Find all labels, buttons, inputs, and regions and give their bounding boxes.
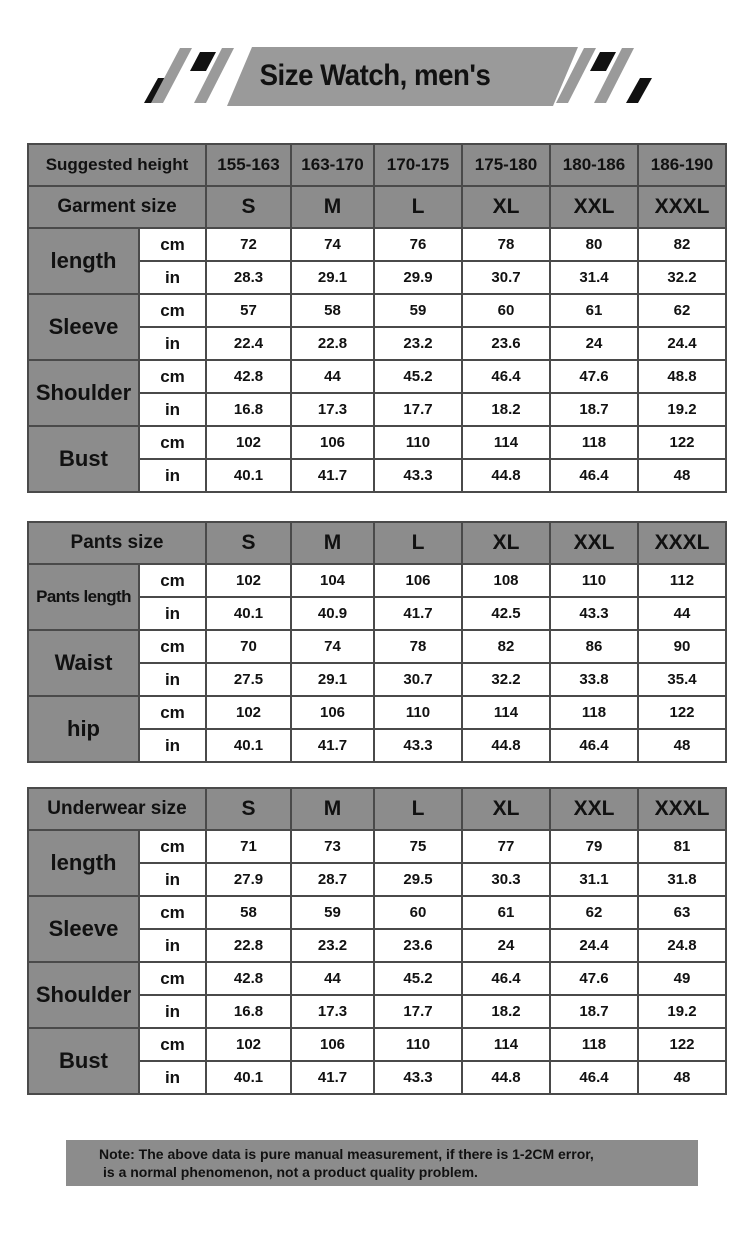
value-cell: 48 [638, 729, 726, 762]
value-cell: 30.3 [462, 863, 550, 896]
unit-label: in [139, 393, 206, 426]
value-cell: 47.6 [550, 360, 638, 393]
value-cell: 118 [550, 426, 638, 459]
value-cell: 78 [462, 228, 550, 261]
value-cell: 46.4 [550, 1061, 638, 1094]
measurement-note [66, 1140, 698, 1186]
value-cell: 23.2 [291, 929, 374, 962]
value-cell: 74 [291, 630, 374, 663]
value-cell: 60 [374, 896, 462, 929]
value-cell: 41.7 [291, 729, 374, 762]
value-cell: 41.7 [291, 1061, 374, 1094]
value-cell: 31.1 [550, 863, 638, 896]
value-cell: 40.1 [206, 729, 291, 762]
value-cell: 17.3 [291, 995, 374, 1028]
value-cell: 24.4 [550, 929, 638, 962]
value-cell: 17.3 [291, 393, 374, 426]
value-cell: 24.8 [638, 929, 726, 962]
note-line-2: is a normal phenomenon, not a product quality problem. [103, 1164, 478, 1180]
value-cell: 108 [462, 564, 550, 597]
value-cell: 44 [291, 360, 374, 393]
value-cell: 59 [291, 896, 374, 929]
value-cell: 86 [550, 630, 638, 663]
value-cell: 77 [462, 830, 550, 863]
pants-size-label: Pants size [28, 522, 206, 564]
value-cell: 110 [374, 1028, 462, 1061]
value-cell: 16.8 [206, 995, 291, 1028]
unit-label: cm [139, 426, 206, 459]
measurement-label: Waist [28, 630, 139, 696]
value-cell: 22.8 [206, 929, 291, 962]
size-header-cell: L [374, 522, 462, 564]
value-cell: 110 [374, 426, 462, 459]
value-cell: 62 [550, 896, 638, 929]
unit-label: cm [139, 830, 206, 863]
measurement-label: hip [28, 696, 139, 762]
garment-rows [28, 228, 726, 492]
measurement-label: length [28, 830, 139, 896]
pants-size-table [27, 521, 727, 763]
value-cell: 24 [550, 327, 638, 360]
value-cell: 27.5 [206, 663, 291, 696]
value-cell: 32.2 [638, 261, 726, 294]
value-cell: 114 [462, 696, 550, 729]
value-cell: 30.7 [462, 261, 550, 294]
value-cell: 24 [462, 929, 550, 962]
value-cell: 29.5 [374, 863, 462, 896]
underwear-size-header-row [28, 788, 726, 830]
value-cell: 46.4 [550, 459, 638, 492]
value-cell: 102 [206, 426, 291, 459]
value-cell: 102 [206, 564, 291, 597]
page-title: Size Watch, men's [259, 59, 491, 92]
value-cell: 102 [206, 696, 291, 729]
value-cell: 118 [550, 696, 638, 729]
unit-label: in [139, 663, 206, 696]
height-cell: 175-180 [462, 144, 550, 186]
measurement-row [28, 294, 726, 327]
height-cell: 186-190 [638, 144, 726, 186]
title-banner [0, 0, 750, 130]
value-cell: 110 [374, 696, 462, 729]
unit-label: in [139, 261, 206, 294]
measurement-label: Bust [28, 1028, 139, 1094]
suggested-height-row [28, 144, 726, 186]
value-cell: 73 [291, 830, 374, 863]
value-cell: 31.8 [638, 863, 726, 896]
unit-label: cm [139, 228, 206, 261]
right-stripe-black-2 [626, 78, 652, 103]
underwear-size-table [27, 787, 727, 1095]
garment-size-header-row [28, 186, 726, 228]
value-cell: 58 [291, 294, 374, 327]
value-cell: 44 [291, 962, 374, 995]
unit-label: in [139, 327, 206, 360]
value-cell: 47.6 [550, 962, 638, 995]
size-header-cell: S [206, 788, 291, 830]
size-header-cell: S [206, 186, 291, 228]
value-cell: 23.2 [374, 327, 462, 360]
measurement-label: Pants length [28, 564, 139, 630]
value-cell: 17.7 [374, 995, 462, 1028]
left-stripe-grey-1 [151, 48, 192, 103]
value-cell: 42.8 [206, 360, 291, 393]
measurement-row [28, 630, 726, 663]
value-cell: 57 [206, 294, 291, 327]
value-cell: 76 [374, 228, 462, 261]
size-header-cell: XL [462, 186, 550, 228]
value-cell: 78 [374, 630, 462, 663]
unit-label: cm [139, 360, 206, 393]
value-cell: 18.7 [550, 995, 638, 1028]
value-cell: 40.1 [206, 597, 291, 630]
value-cell: 30.7 [374, 663, 462, 696]
value-cell: 110 [550, 564, 638, 597]
garment-size-label: Garment size [28, 186, 206, 228]
measurement-row [28, 962, 726, 995]
value-cell: 49 [638, 962, 726, 995]
value-cell: 28.7 [291, 863, 374, 896]
value-cell: 44.8 [462, 729, 550, 762]
pants-rows [28, 564, 726, 762]
measurement-row [28, 696, 726, 729]
unit-label: in [139, 729, 206, 762]
value-cell: 106 [291, 1028, 374, 1061]
value-cell: 29.1 [291, 261, 374, 294]
value-cell: 74 [291, 228, 374, 261]
value-cell: 114 [462, 426, 550, 459]
measurement-label: length [28, 228, 139, 294]
value-cell: 58 [206, 896, 291, 929]
unit-label: in [139, 459, 206, 492]
value-cell: 61 [550, 294, 638, 327]
value-cell: 18.2 [462, 393, 550, 426]
unit-label: in [139, 863, 206, 896]
size-header-cell: M [291, 186, 374, 228]
value-cell: 82 [638, 228, 726, 261]
unit-label: in [139, 597, 206, 630]
value-cell: 41.7 [374, 597, 462, 630]
value-cell: 40.9 [291, 597, 374, 630]
garment-size-table [27, 143, 727, 493]
measurement-row [28, 1028, 726, 1061]
value-cell: 44.8 [462, 459, 550, 492]
value-cell: 19.2 [638, 995, 726, 1028]
value-cell: 122 [638, 1028, 726, 1061]
size-header-cell: XL [462, 788, 550, 830]
value-cell: 40.1 [206, 459, 291, 492]
value-cell: 45.2 [374, 360, 462, 393]
value-cell: 106 [291, 696, 374, 729]
size-header-cell: XXL [550, 788, 638, 830]
value-cell: 46.4 [462, 360, 550, 393]
value-cell: 71 [206, 830, 291, 863]
measurement-label: Sleeve [28, 294, 139, 360]
size-header-cell: S [206, 522, 291, 564]
value-cell: 48 [638, 459, 726, 492]
value-cell: 23.6 [374, 929, 462, 962]
value-cell: 112 [638, 564, 726, 597]
value-cell: 31.4 [550, 261, 638, 294]
pants-size-header-row [28, 522, 726, 564]
value-cell: 18.2 [462, 995, 550, 1028]
value-cell: 23.6 [462, 327, 550, 360]
value-cell: 75 [374, 830, 462, 863]
value-cell: 72 [206, 228, 291, 261]
value-cell: 80 [550, 228, 638, 261]
value-cell: 106 [291, 426, 374, 459]
value-cell: 22.8 [291, 327, 374, 360]
height-cell: 155-163 [206, 144, 291, 186]
underwear-rows [28, 830, 726, 1094]
value-cell: 42.8 [206, 962, 291, 995]
size-header-cell: XXL [550, 522, 638, 564]
unit-label: cm [139, 962, 206, 995]
value-cell: 48.8 [638, 360, 726, 393]
unit-label: cm [139, 294, 206, 327]
value-cell: 43.3 [374, 729, 462, 762]
value-cell: 46.4 [550, 729, 638, 762]
size-header-cell: XXXL [638, 186, 726, 228]
measurement-row [28, 830, 726, 863]
underwear-size-label: Underwear size [28, 788, 206, 830]
value-cell: 90 [638, 630, 726, 663]
value-cell: 22.4 [206, 327, 291, 360]
value-cell: 44 [638, 597, 726, 630]
measurement-row [28, 360, 726, 393]
unit-label: cm [139, 630, 206, 663]
value-cell: 48 [638, 1061, 726, 1094]
size-header-cell: XL [462, 522, 550, 564]
size-header-cell: M [291, 522, 374, 564]
value-cell: 82 [462, 630, 550, 663]
measurement-row [28, 426, 726, 459]
measurement-label: Sleeve [28, 896, 139, 962]
unit-label: in [139, 1061, 206, 1094]
unit-label: cm [139, 696, 206, 729]
unit-label: in [139, 995, 206, 1028]
value-cell: 63 [638, 896, 726, 929]
size-header-cell: M [291, 788, 374, 830]
unit-label: cm [139, 896, 206, 929]
value-cell: 42.5 [462, 597, 550, 630]
value-cell: 29.1 [291, 663, 374, 696]
value-cell: 45.2 [374, 962, 462, 995]
unit-label: cm [139, 1028, 206, 1061]
value-cell: 106 [374, 564, 462, 597]
size-header-cell: XXL [550, 186, 638, 228]
value-cell: 41.7 [291, 459, 374, 492]
value-cell: 62 [638, 294, 726, 327]
suggested-height-label: Suggested height [28, 144, 206, 186]
measurement-row [28, 228, 726, 261]
value-cell: 27.9 [206, 863, 291, 896]
value-cell: 24.4 [638, 327, 726, 360]
measurement-row [28, 896, 726, 929]
value-cell: 18.7 [550, 393, 638, 426]
measurement-label: Shoulder [28, 360, 139, 426]
size-header-cell: L [374, 788, 462, 830]
value-cell: 61 [462, 896, 550, 929]
value-cell: 43.3 [550, 597, 638, 630]
unit-label: cm [139, 564, 206, 597]
value-cell: 122 [638, 426, 726, 459]
value-cell: 43.3 [374, 459, 462, 492]
value-cell: 17.7 [374, 393, 462, 426]
measurement-row [28, 564, 726, 597]
value-cell: 102 [206, 1028, 291, 1061]
value-cell: 114 [462, 1028, 550, 1061]
value-cell: 33.8 [550, 663, 638, 696]
value-cell: 29.9 [374, 261, 462, 294]
measurement-label: Bust [28, 426, 139, 492]
value-cell: 19.2 [638, 393, 726, 426]
size-header-cell: XXXL [638, 788, 726, 830]
size-header-cell: L [374, 186, 462, 228]
value-cell: 70 [206, 630, 291, 663]
value-cell: 46.4 [462, 962, 550, 995]
value-cell: 81 [638, 830, 726, 863]
value-cell: 44.8 [462, 1061, 550, 1094]
height-cell: 163-170 [291, 144, 374, 186]
height-cell: 170-175 [374, 144, 462, 186]
value-cell: 104 [291, 564, 374, 597]
note-line-1: Note: The above data is pure manual measurement, if there is 1-2CM error, [99, 1146, 594, 1162]
unit-label: in [139, 929, 206, 962]
height-cell: 180-186 [550, 144, 638, 186]
value-cell: 16.8 [206, 393, 291, 426]
value-cell: 59 [374, 294, 462, 327]
value-cell: 40.1 [206, 1061, 291, 1094]
value-cell: 122 [638, 696, 726, 729]
measurement-label: Shoulder [28, 962, 139, 1028]
value-cell: 35.4 [638, 663, 726, 696]
value-cell: 43.3 [374, 1061, 462, 1094]
value-cell: 118 [550, 1028, 638, 1061]
size-header-cell: XXXL [638, 522, 726, 564]
value-cell: 32.2 [462, 663, 550, 696]
value-cell: 79 [550, 830, 638, 863]
value-cell: 60 [462, 294, 550, 327]
value-cell: 28.3 [206, 261, 291, 294]
